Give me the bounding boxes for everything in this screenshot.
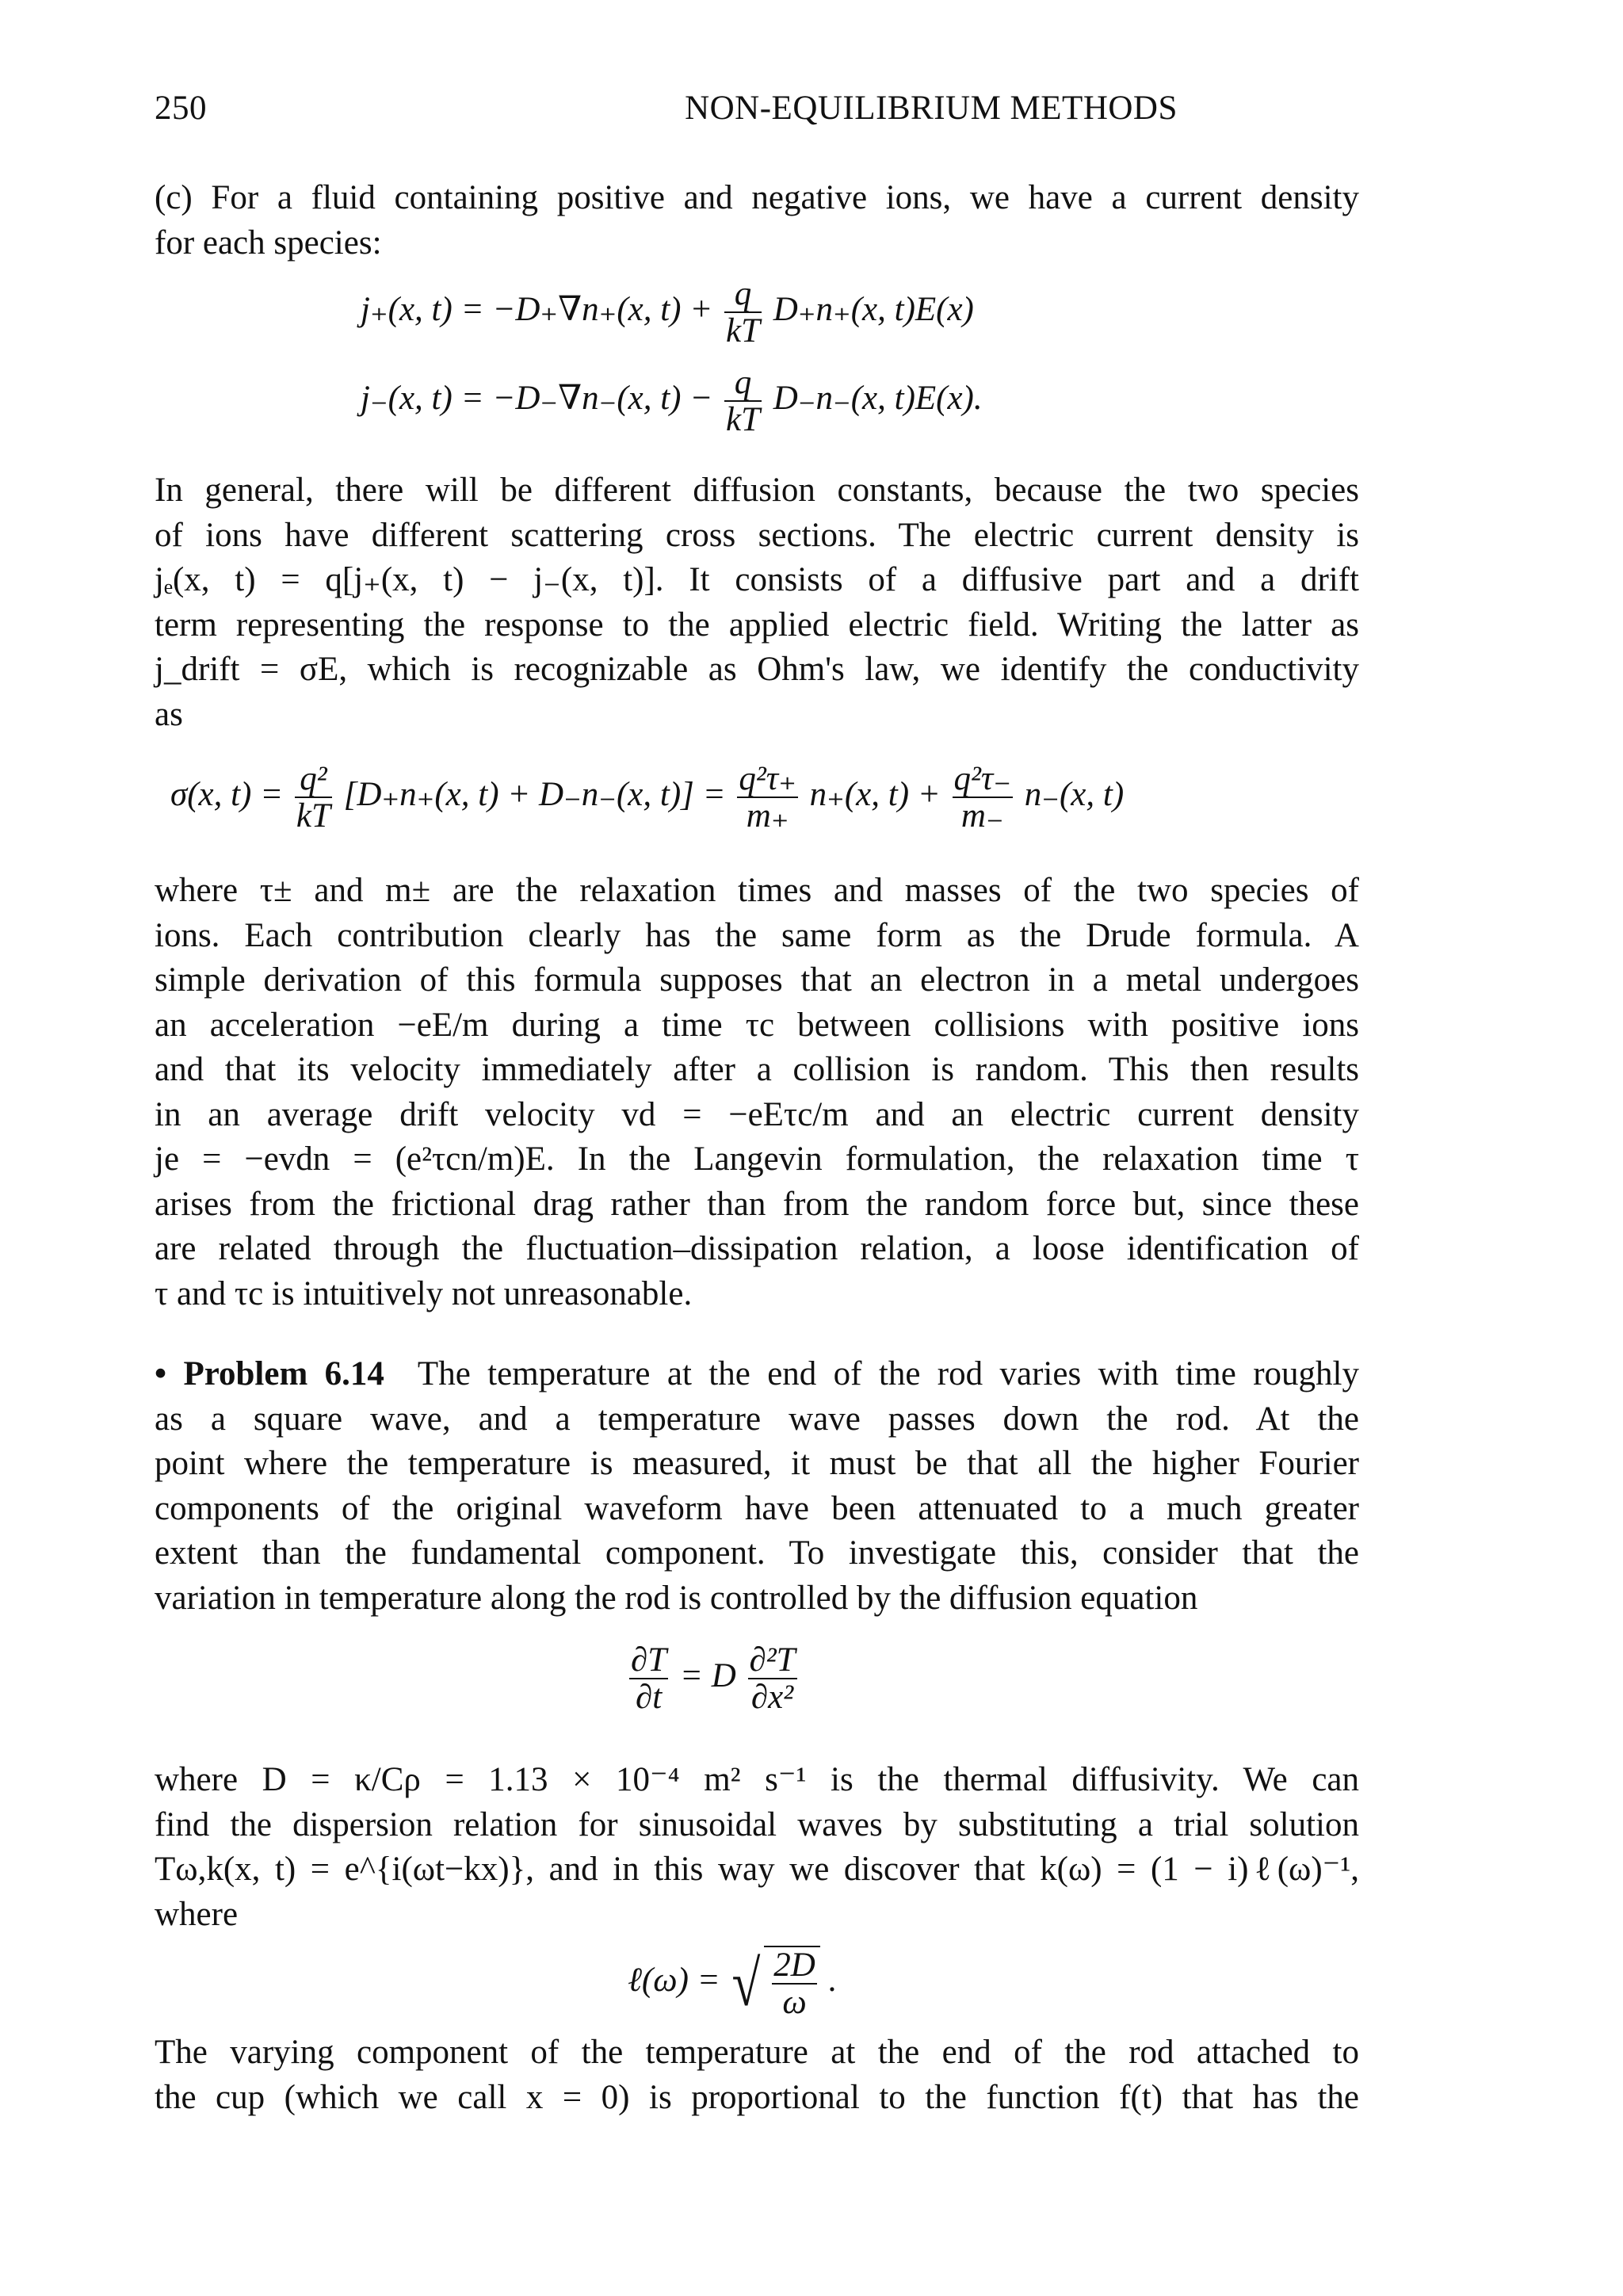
- text-line: find the dispersion relation for sinusoidal waves by substituting a trial solution: [155, 1805, 1359, 1843]
- equation-end: .: [828, 1962, 838, 2000]
- part-c-body: [155, 468, 1359, 737]
- equation-lhs: j₊(x, t) = −D₊∇n₊(x, t) +: [361, 291, 713, 329]
- text-line: as a square wave, and a temperature wave passes down the rod. At the: [155, 1400, 1359, 1438]
- text-line: simple derivation of this formula supposes that an electron in a metal undergoes: [155, 961, 1359, 999]
- text-line: as: [155, 695, 183, 733]
- problem-6-14-continued: [155, 1758, 1359, 1937]
- equation-conductivity: [170, 761, 1124, 834]
- text-line: the cup (which we call x = 0) is proportional to the function f(t) that has the: [155, 2078, 1359, 2116]
- fraction-denominator: ∂x²: [748, 1678, 797, 1715]
- fraction: [772, 1947, 817, 2020]
- text-line: The varying component of the temperature at the end of the rod attached to: [155, 2034, 1359, 2071]
- text-line: je = −evdn = (e²τcn/m)E. In the Langevin formulation, the relaxation time τ: [155, 1140, 1359, 1178]
- fraction-denominator: kT: [726, 401, 761, 439]
- equation-diffusion: [626, 1642, 800, 1715]
- text-line: components of the original waveform have been attenuated to a much greater: [155, 1489, 1359, 1527]
- fraction: [724, 276, 762, 349]
- equation-middle: n₊(x, t) +: [809, 776, 941, 814]
- text-line: variation in temperature along the rod is controlled by the diffusion equation: [155, 1579, 1198, 1617]
- text-line: term representing the response to the applied electric field. Writing the latter as: [155, 606, 1359, 644]
- equation-lhs: σ(x, t) =: [170, 776, 284, 814]
- text-line: are related through the fluctuation–dissipation relation, a loose identification of: [155, 1230, 1359, 1267]
- equation-middle: = D: [679, 1657, 736, 1695]
- text-line: [155, 1352, 1359, 1397]
- text-line: τ and τc is intuitively not unreasonable.: [155, 1274, 693, 1312]
- text-line: of ions have different scattering cross sections. The electric current density is: [155, 516, 1359, 554]
- fraction-numerator: ∂T: [631, 1641, 667, 1679]
- equation-middle: [D₊n₊(x, t) + D₋n₋(x, t)] =: [343, 776, 726, 814]
- fraction-numerator: q: [734, 275, 752, 312]
- fraction-numerator: q²τ₊: [739, 760, 796, 797]
- text-line: Tω,k(x, t) = e^{i(ωt−kx)}, and in this way we discover that k(ω) = (1 − i)ℓ(ω)⁻¹,: [155, 1851, 1359, 1888]
- equation-lhs: ℓ(ω) =: [628, 1962, 720, 2000]
- text-line: arises from the frictional drag rather than from the random force but, since these: [155, 1185, 1359, 1223]
- fraction-denominator: m₊: [737, 797, 797, 834]
- equation-j-plus: [361, 276, 974, 349]
- fraction: [724, 365, 762, 437]
- page-number: 250: [155, 90, 207, 127]
- fraction-denominator: ω: [772, 1983, 817, 2020]
- text-line: where: [155, 1895, 239, 1933]
- text-line: in an average drift velocity vd = −eEτc/m and an electric current density: [155, 1095, 1359, 1133]
- square-root: [728, 1946, 819, 2020]
- fraction-denominator: ∂t: [629, 1678, 668, 1715]
- equation-lhs: j₋(x, t) = −D₋∇n₋(x, t) −: [361, 380, 713, 418]
- equation-rhs: D₋n₋(x, t)E(x).: [773, 380, 983, 418]
- text-line: and that its velocity immediately after a collision is random. This then results: [155, 1051, 1359, 1088]
- text-line: where D = κ/Cρ = 1.13 × 10⁻⁴ m² s⁻¹ is the thermal diffusivity. We can: [155, 1761, 1359, 1798]
- equation-rhs: D₊n₊(x, t)E(x): [773, 291, 974, 329]
- fraction-denominator: kT: [726, 312, 761, 350]
- fraction-denominator: kT: [296, 797, 330, 835]
- text-line: In general, there will be different diffusion constants, because the two species: [155, 472, 1359, 509]
- text-line: point where the temperature is measured, it must be that all the higher Fourier: [155, 1445, 1359, 1482]
- equation-decay-length: [628, 1946, 837, 2020]
- fraction-numerator: ∂²T: [749, 1641, 796, 1679]
- text-line: j_drift = σE, which is recognizable as Ohm's law, we identify the conductivity: [155, 651, 1359, 688]
- chapter-title: NON-EQUILIBRIUM METHODS: [685, 90, 1178, 127]
- fraction: [629, 1642, 668, 1715]
- part-c-discussion: [155, 869, 1359, 1316]
- text-line: an acceleration −eE/m during a time τc between collisions with positive ions: [155, 1006, 1359, 1044]
- fraction-numerator: q: [734, 364, 752, 401]
- fraction-numerator: q²τ₋: [953, 760, 1012, 797]
- equation-end: n₋(x, t): [1024, 776, 1125, 814]
- fraction-numerator: q²: [300, 760, 327, 797]
- radicand: [764, 1946, 820, 2020]
- part-c-intro: [155, 176, 1359, 266]
- fraction: [737, 761, 797, 834]
- fraction-denominator: m₋: [953, 797, 1013, 834]
- problem-6-14-final: [155, 2030, 1359, 2120]
- text-line: jₑ(x, t) = q[j₊(x, t) − j₋(x, t)]. It consists of a diffusive part and a drift: [155, 561, 1359, 598]
- fraction-numerator: 2D: [773, 1946, 815, 1984]
- problem-6-14: [155, 1352, 1359, 1621]
- text-line: ions. Each contribution clearly has the same form as the Drude formula. A: [155, 916, 1359, 954]
- fraction: [748, 1642, 797, 1715]
- text-line: (c) For a fluid containing positive and negative ions, we have a current density: [155, 179, 1359, 216]
- fraction: [295, 761, 332, 834]
- radical-sign: √: [731, 1947, 761, 2020]
- running-head: [155, 89, 1359, 136]
- text-fragment: The temperature at the end of the rod varies with time roughly: [417, 1355, 1359, 1392]
- text-line: for each species:: [155, 223, 382, 262]
- equation-j-minus: [361, 365, 983, 437]
- text-line: where τ± and m± are the relaxation times and masses of the two species of: [155, 872, 1359, 909]
- problem-label: • Problem 6.14: [155, 1355, 384, 1392]
- fraction: [953, 761, 1013, 834]
- text-line: extent than the fundamental component. To investigate this, consider that the: [155, 1534, 1359, 1572]
